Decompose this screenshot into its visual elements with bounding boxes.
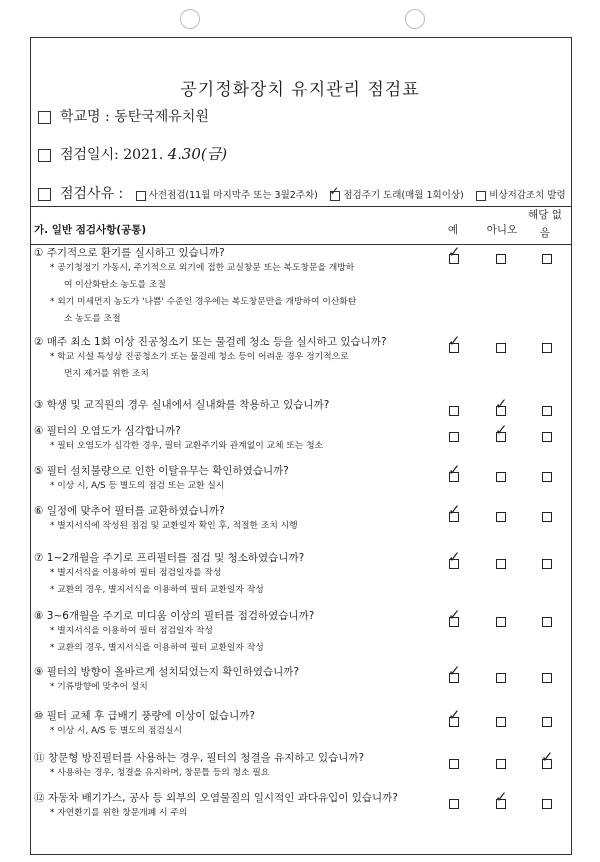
- col-yes: 예: [447, 224, 459, 236]
- reason-option-regular: ✓ 점검주기 도래(매월 1회이상): [329, 184, 464, 201]
- reason-option-emergency: 비상저감조치 발령: [476, 190, 565, 201]
- question-number: ⑩: [34, 710, 47, 722]
- reason-option-pre: 사전점검(11월 마지막주 또는 3월2주차): [136, 190, 318, 201]
- check-mark-icon: ✓: [448, 606, 461, 624]
- question-text: [34, 334, 574, 349]
- reason-row: [38, 183, 566, 203]
- question-note: * 공기청정기 가동시, 주기적으로 외기에 접한 교실창문 또는 복도창문을 개방하: [50, 263, 355, 273]
- answer-checkbox-no[interactable]: [496, 559, 506, 569]
- question-text: [34, 790, 574, 805]
- check-mark-icon: ✓: [541, 748, 554, 766]
- answer-checkbox-no[interactable]: [496, 512, 506, 522]
- checklist-item: [34, 550, 574, 599]
- question-label: 1~2개월을 주기로 프리필터를 점검 및 청소하였습니까?: [46, 552, 305, 564]
- answer-checkbox-no[interactable]: [496, 617, 506, 627]
- answer-checkbox-yes[interactable]: [449, 799, 459, 809]
- check-mark-icon: ✓: [448, 706, 461, 724]
- question-note: * 필터 오염도가 심각한 경우, 필터 교환주기와 관계없이 교체 또는 청소: [50, 441, 324, 451]
- reason-label: 점검사유 :: [60, 186, 124, 202]
- date-month: 4: [167, 145, 178, 163]
- check-mark-icon: ✓: [448, 243, 461, 261]
- question-text: [34, 463, 574, 478]
- col-no: 아니오: [486, 224, 518, 236]
- question-label: 필터의 오염도가 심각합니까?: [46, 425, 181, 437]
- checklist-item: [34, 397, 574, 412]
- checklist-item: [34, 334, 574, 383]
- checkbox-icon[interactable]: [38, 188, 51, 201]
- question-note: * 이상 시, A/S 등 별도의 점검 또는 교환 실시: [50, 481, 225, 491]
- checkbox-icon[interactable]: [136, 191, 146, 201]
- question-label: 창문형 방진필터를 사용하는 경우, 필터의 청결을 유지하고 있습니까?: [47, 752, 365, 764]
- question-number: ④: [34, 425, 47, 437]
- answer-checkbox-na[interactable]: [542, 406, 552, 416]
- checklist-item: [34, 790, 574, 822]
- answer-checkbox-na[interactable]: [542, 472, 552, 482]
- school-row: [38, 106, 209, 126]
- question-label: 주기적으로 환기를 실시하고 있습니까?: [46, 247, 225, 259]
- question-number: ③: [34, 399, 47, 411]
- question-label: 필터의 방향이 올바르게 설치되었는지 확인하였습니까?: [46, 666, 299, 678]
- answer-checkbox-na[interactable]: [542, 432, 552, 442]
- answer-checkbox-no[interactable]: [496, 673, 506, 683]
- checklist-item: [34, 664, 574, 696]
- checklist-item: [34, 503, 574, 535]
- school-label: 학교명 :: [60, 109, 110, 125]
- question-note: * 사용하는 경우, 청결을 유지하며, 창문틀 등의 청소 필요: [50, 768, 270, 778]
- answer-checkbox-na[interactable]: [542, 512, 552, 522]
- check-mark-icon: ✓: [495, 395, 508, 413]
- checklist-item: [34, 708, 574, 740]
- question-label: 매주 최소 1회 이상 진공청소기 또는 물걸레 청소 등을 실시하고 있습니까?: [46, 336, 387, 348]
- question-text: [34, 423, 574, 438]
- answer-checkbox-na[interactable]: [542, 343, 552, 353]
- check-mark-icon: ✓: [448, 662, 461, 680]
- question-number: ⑥: [34, 505, 47, 517]
- question-note: * 이상 시, A/S 등 별도의 점검실시: [50, 726, 183, 736]
- answer-checkbox-na[interactable]: [542, 254, 552, 264]
- question-number: ⑧: [34, 610, 47, 622]
- checklist-item: [34, 423, 574, 455]
- answer-checkbox-na[interactable]: [542, 617, 552, 627]
- question-text: [34, 397, 574, 412]
- checkbox-icon[interactable]: [38, 111, 51, 124]
- header-divider-top: [30, 206, 572, 207]
- question-note: * 학교 시설 특성상 진공청소기 또는 물걸레 청소 등이 어려운 경우 정기적으로: [50, 352, 349, 362]
- question-note: 먼지 제거를 위한 조치: [64, 369, 149, 379]
- question-label: 일정에 맞추어 필터를 교환하였습니까?: [46, 505, 225, 517]
- question-label: 자동차 배기가스, 공사 등 외부의 오염물질의 일시적인 과다유입이 있습니까?: [47, 792, 398, 804]
- question-text: [34, 245, 574, 260]
- question-text: [34, 750, 574, 765]
- question-number: ⑤: [34, 465, 47, 477]
- question-number: ②: [34, 336, 47, 348]
- check-mark-icon: ✓: [448, 332, 461, 350]
- question-label: 3~6개월을 주기로 미디움 이상의 필터를 점검하였습니까?: [46, 610, 315, 622]
- col-na: 해당 없음: [528, 209, 562, 239]
- question-note: * 교환의 경우, 별지서식을 이용하여 필터 교환일자 작성: [50, 643, 264, 653]
- check-mark-icon: ✓: [448, 548, 461, 566]
- date-row: [38, 143, 227, 164]
- answer-checkbox-no[interactable]: [496, 759, 506, 769]
- checklist-item: [34, 463, 574, 495]
- date-day: 30: [181, 145, 201, 163]
- checkbox-icon[interactable]: [476, 191, 486, 201]
- question-label: 필터 교체 후 급배기 풍량에 이상이 없습니까?: [46, 710, 255, 722]
- binder-hole-right: [405, 9, 425, 29]
- question-text: [34, 608, 574, 623]
- answer-checkbox-no[interactable]: [496, 717, 506, 727]
- answer-checkbox-yes[interactable]: [449, 759, 459, 769]
- answer-checkbox-na[interactable]: [542, 799, 552, 809]
- answer-checkbox-na[interactable]: [542, 717, 552, 727]
- page-title: 공기정화장치 유지관리 점검표: [180, 80, 420, 100]
- question-number: ①: [34, 247, 47, 259]
- answer-checkbox-no[interactable]: [496, 343, 506, 353]
- check-mark-icon: ✓: [448, 461, 461, 479]
- question-note: * 별지서식에 작성된 점검 및 교환일자 확인 후, 적절한 조치 시행: [50, 521, 298, 531]
- check-mark-icon: ✓: [329, 184, 340, 198]
- checklist-item: [34, 608, 574, 657]
- answer-checkbox-no[interactable]: [496, 254, 506, 264]
- answer-checkbox-na[interactable]: [542, 673, 552, 683]
- check-mark-icon: ✓: [448, 501, 461, 519]
- date-sep: .: [177, 147, 182, 163]
- checklist-item: [34, 245, 574, 328]
- question-note: * 교환의 경우, 별지서식을 이용하여 필터 교환일자 작성: [50, 585, 264, 595]
- checklist-item: [34, 750, 574, 782]
- question-label: 필터 설치불량으로 인한 이탈유무는 확인하였습니까?: [46, 465, 289, 477]
- binder-hole-left: [180, 9, 200, 29]
- question-number: ⑨: [34, 666, 47, 678]
- question-note: * 별지서식을 이용하여 필터 점검일자 작성: [50, 626, 213, 636]
- question-note: * 자연환기를 위한 창문개폐 시 주의: [50, 808, 188, 818]
- check-mark-icon: ✓: [495, 788, 508, 806]
- question-text: [34, 664, 574, 679]
- question-text: [34, 708, 574, 723]
- date-label: 점검일시: 2021.: [60, 147, 164, 163]
- school-value: 동탄국제유치원: [114, 109, 209, 125]
- question-note: 여 이산화탄소 농도를 조절: [64, 280, 166, 290]
- question-text: [34, 550, 574, 565]
- question-note: 소 농도를 조절: [64, 314, 121, 324]
- check-mark-icon: ✓: [495, 421, 508, 439]
- question-note: * 별지서식을 이용하여 필터 점검일자를 작성: [50, 568, 222, 578]
- question-note: * 기류방향에 맞추어 설치: [50, 682, 148, 692]
- question-number: ⑦: [34, 552, 47, 564]
- question-number: ⑫: [34, 792, 48, 804]
- section-heading: 가. 일반 점검사항(공통): [34, 224, 147, 236]
- question-text: [34, 503, 574, 518]
- answer-checkbox-na[interactable]: [542, 559, 552, 569]
- answer-checkbox-yes[interactable]: [449, 406, 459, 416]
- answer-checkbox-no[interactable]: [496, 472, 506, 482]
- question-number: ⑪: [34, 752, 48, 764]
- question-label: 학생 및 교직원의 경우 실내에서 실내화를 착용하고 있습니까?: [46, 399, 330, 411]
- date-weekday: (금): [200, 145, 228, 163]
- question-note: * 외기 미세먼지 농도가 '나쁨' 수준인 경우에는 복도창문만을 개방하여 이산화탄: [50, 297, 357, 307]
- checkbox-icon[interactable]: [38, 149, 51, 162]
- answer-checkbox-yes[interactable]: [449, 432, 459, 442]
